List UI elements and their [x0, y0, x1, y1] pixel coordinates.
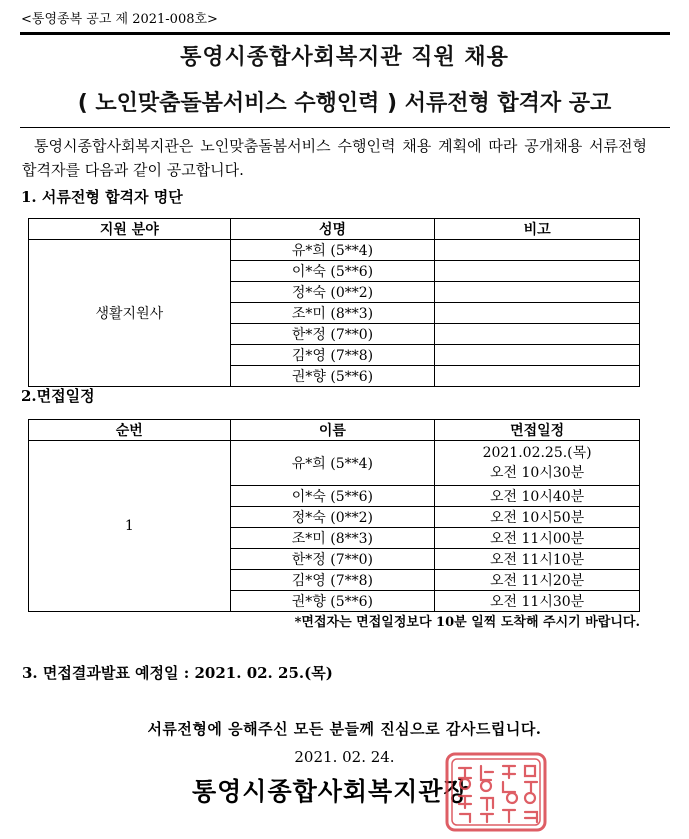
title-top-rule — [20, 32, 670, 35]
table-row — [29, 441, 640, 486]
name-cell: 조*미 (8**3) — [230, 303, 435, 324]
name-cell: 김*영 (7**8) — [230, 570, 435, 591]
schedule-cell: 오전 11시10분 — [435, 549, 640, 570]
title-bottom-rule — [20, 127, 670, 128]
name-cell: 김*영 (7**8) — [230, 345, 435, 366]
intro-paragraph: 통영시종합사회복지관은 노인맞춤돌봄서비스 수행인력 채용 계획에 따라 공개채용 서류전형 합격자를 다음과 같이 공고합니다. — [22, 137, 647, 179]
remark-cell — [435, 324, 640, 345]
order-cell: 1 — [29, 441, 231, 612]
signer-name: 통영시종합사회복지관장 — [192, 777, 469, 806]
result-announcement: 3. 면접결과발표 예정일 : 2021. 02. 25.(목) — [22, 664, 333, 682]
schedule-cell: 오전 11시30분 — [435, 591, 640, 612]
schedule-cell: 오전 11시20분 — [435, 570, 640, 591]
remark-cell — [435, 366, 640, 387]
name-cell: 한*정 (7**0) — [230, 549, 435, 570]
table-header-row — [29, 219, 640, 240]
interview-schedule-table — [28, 419, 640, 612]
remark-cell — [435, 240, 640, 261]
name-cell: 이*숙 (5**6) — [230, 261, 435, 282]
field-cell: 생활지원사 — [29, 240, 231, 387]
table-row — [29, 240, 640, 261]
header-schedule: 면접일정 — [435, 420, 640, 441]
section-1-title: 1. 서류전형 합격자 명단 — [21, 188, 183, 206]
name-cell: 권*향 (5**6) — [230, 591, 435, 612]
title-line-1: 통영시종합사회복지관 직원 채용 — [180, 45, 509, 70]
title-line-2: ( 노인맞춤돌봄서비스 수행인력 ) 서류전형 합격자 공고 — [77, 91, 612, 116]
name-cell: 한*정 (7**0) — [230, 324, 435, 345]
section-2-title: 2.면접일정 — [21, 387, 95, 405]
header-remark: 비고 — [435, 219, 640, 240]
official-seal-icon — [445, 752, 547, 832]
header-name: 성명 — [230, 219, 435, 240]
name-cell: 정*숙 (0**2) — [230, 507, 435, 528]
remark-cell — [435, 261, 640, 282]
name-cell: 정*숙 (0**2) — [230, 282, 435, 303]
arrival-note: *면접자는 면접일정보다 10분 일찍 도착해 주시기 바랍니다. — [294, 615, 640, 630]
issue-date: 2021. 02. 24. — [294, 748, 395, 766]
name-cell: 유*희 (5**4) — [230, 441, 435, 486]
header-order: 순번 — [29, 420, 231, 441]
name-cell: 조*미 (8**3) — [230, 528, 435, 549]
document-number: <통영종복 공고 제 2021-008호> — [21, 12, 218, 27]
header-field: 지원 분야 — [29, 219, 231, 240]
remark-cell — [435, 282, 640, 303]
interview-date: 2021.02.25.(목) — [482, 445, 592, 461]
schedule-cell — [435, 441, 640, 486]
header-name: 이름 — [230, 420, 435, 441]
name-cell: 권*향 (5**6) — [230, 366, 435, 387]
name-cell: 이*숙 (5**6) — [230, 486, 435, 507]
document-pass-table — [28, 218, 640, 387]
interview-time: 오전 10시30분 — [490, 465, 585, 481]
remark-cell — [435, 303, 640, 324]
table-header-row — [29, 420, 640, 441]
name-cell: 유*희 (5**4) — [230, 240, 435, 261]
schedule-cell: 오전 10시50분 — [435, 507, 640, 528]
remark-cell — [435, 345, 640, 366]
schedule-cell: 오전 11시00분 — [435, 528, 640, 549]
schedule-cell: 오전 10시40분 — [435, 486, 640, 507]
thanks-message: 서류전형에 응해주신 모든 분들께 진심으로 감사드립니다. — [147, 720, 542, 738]
